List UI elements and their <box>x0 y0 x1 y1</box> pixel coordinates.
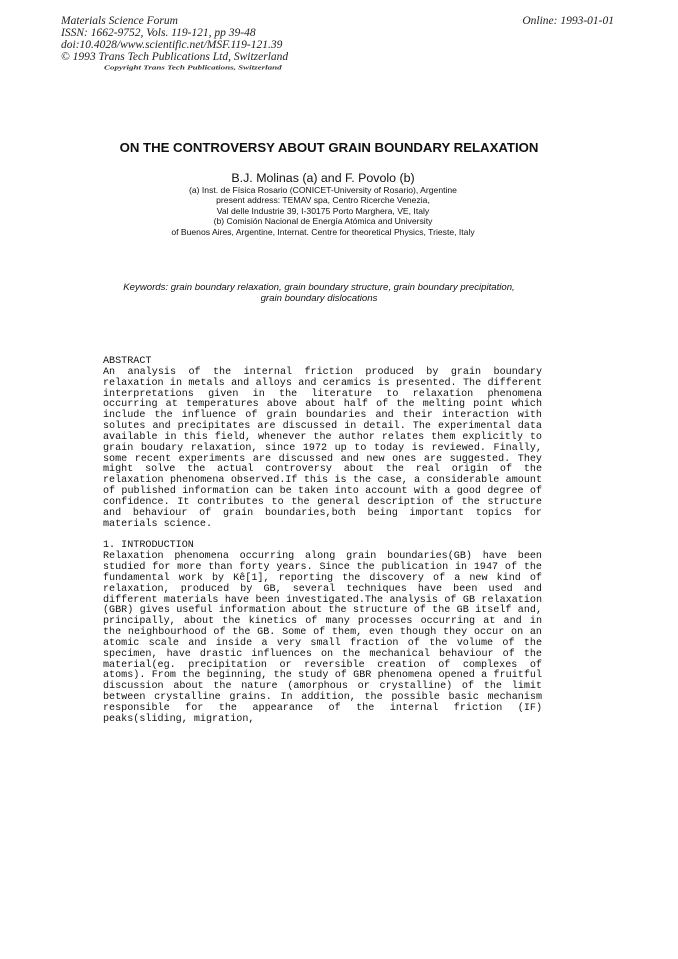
abstract-text: An analysis of the internal friction produced by grain boundary relaxation in metals and alloys and ceramics is presented. The different interpretations given in the literature to relaxation phenomena occurring at temperatures above about half of the melting point which include the influence of grain boundaries and their interaction with solutes and precipitates are discussed in detail. The experimental data available in this field, whenever the author relates them explicitly to grain boudary relaxation, since 1972 up to today is reviewed. Finally, some recent experiments are discussed and new ones are suggested. They might solve the actual controversy about the real origin of the relaxation phenomena observed.If this is the case, a considerable amount of published information can be taken into account with a good degree of confidence. It contributes to the general description of the structure and behaviour of grain boundaries,both being important topics for materials science. <box>103 366 542 530</box>
paper-title: ON THE CONTROVERSY ABOUT GRAIN BOUNDARY RELAXATION <box>119 140 539 155</box>
online-date: Online: 1993-01-01 <box>522 15 614 27</box>
main-text <box>103 357 542 726</box>
copyright-line: © 1993 Trans Tech Publications Ltd, Switzerland <box>61 51 289 63</box>
keywords-line: grain boundary dislocations <box>260 293 378 304</box>
abstract-heading: ABSTRACT <box>103 356 152 367</box>
introduction-heading: 1. INTRODUCTION <box>103 540 194 552</box>
copyright-stamp: Copyright Trans Tech Publications, Switzerland <box>104 63 282 71</box>
journal-header <box>61 15 621 63</box>
keywords <box>0 282 658 304</box>
affiliations <box>0 185 662 237</box>
affiliation-line: (a) Inst. de Física Rosario (CONICET-University of Rosario), Argentine <box>189 185 457 195</box>
issn-line: ISSN: 1662-9752, Vols. 119-121, pp 39-48 <box>61 27 256 39</box>
introduction-text: Relaxation phenomena occurring along grain boundaries(GB) have been studied for more than forty years. Since the publication in 1947 of the fundamental work by Kê[1], reporting the discovery of a new kind of relaxation, produced by GB, several techniques have been used and different materials have been investigated.The analysis of GB relaxation (GBR) gives useful information about the structure of the GB itself and, principally, about the kinetics of many processes occurring at and in the neighbourhood of the GB. Some of them, even though they occur on an atomic scale and inside a very small fraction of the volume of the specimen, have drastic influences on the mechanical behaviour of the material(eg. precipitation or reversible creation of complexes of atoms). From the beginning, the study of GBR phenomena opened a fruitful discussion about the nature (amorphous or crystalline) of the limit between crystalline grains. In addition, the possible basic mechanism responsible for the appearance of the internal friction (IF) peaks(sliding, migration, <box>103 551 542 725</box>
paper-authors: B.J. Molinas (a) and F. Povolo (b) <box>231 171 415 185</box>
doi-line[interactable]: doi:10.4028/www.scientific.net/MSF.119-121.39 <box>61 39 283 51</box>
affiliation-line: Val delle Industrie 39, I-30175 Porto Marghera, VE, Italy <box>216 205 430 216</box>
affiliation-line: (b) Comisión Nacional de Energía Atómica and University <box>213 216 433 227</box>
affiliation-line: of Buenos Aires, Argentine, Internat. Centre for theoretical Physics, Trieste, Italy <box>171 226 475 237</box>
keywords-line: Keywords: grain boundary relaxation, grain boundary structure, grain boundary precipitation, <box>123 282 515 293</box>
affiliation-line: present address: TEMAV spa, Centro Ricerche Venezia, <box>216 195 430 206</box>
journal-name: Materials Science Forum <box>61 15 178 27</box>
